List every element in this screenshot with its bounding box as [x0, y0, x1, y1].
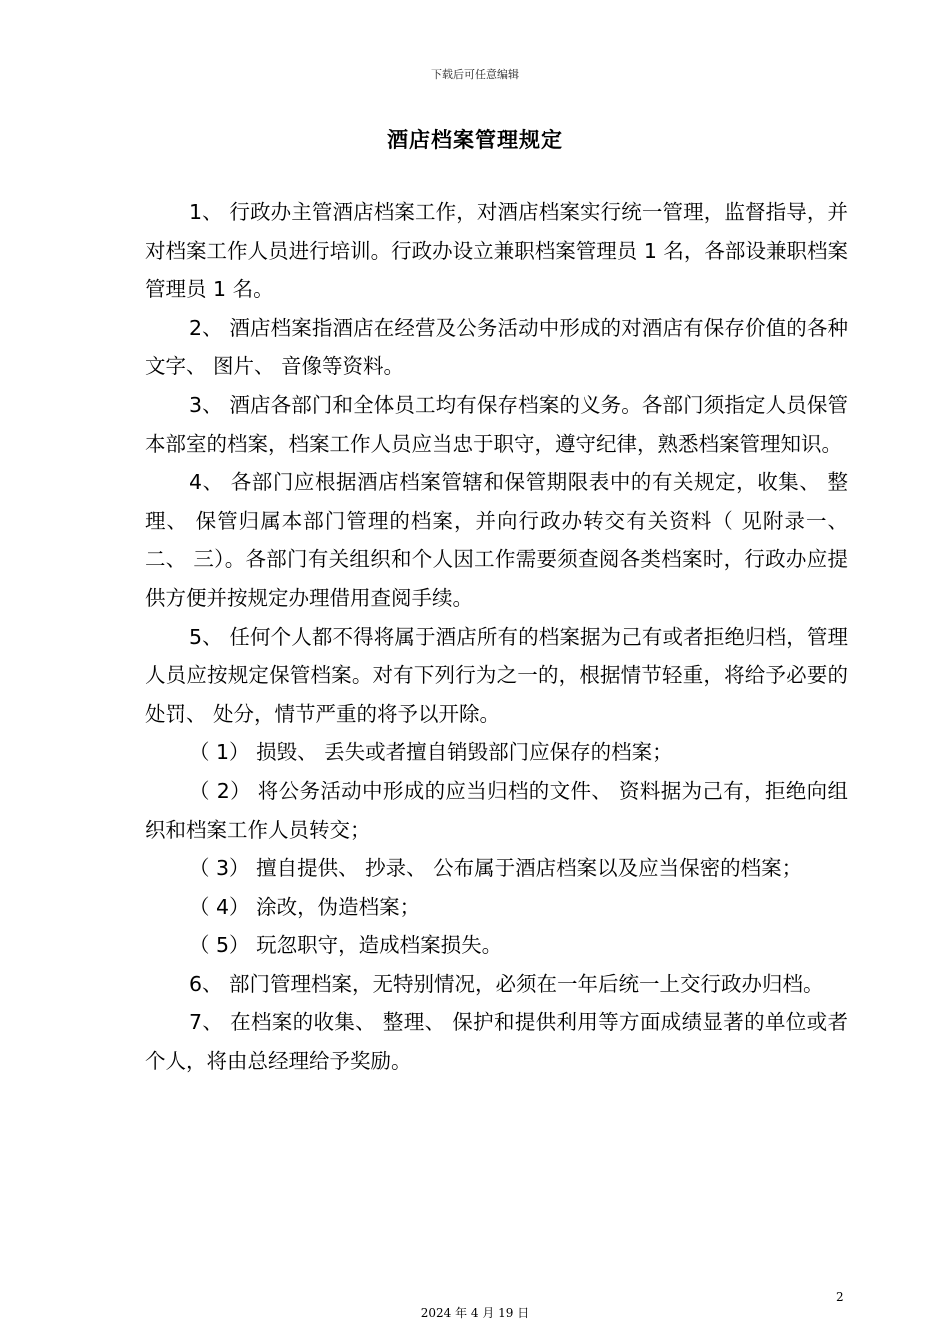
paragraph-7: 7、 在档案的收集、 整理、 保护和提供利用等方面成绩显著的单位或者个人，将由总经理给予奖励。 — [145, 1010, 848, 1074]
header-note: 下载后可任意编辑 — [431, 68, 519, 81]
paragraph-2: 2、 酒店档案指酒店在经营及公务活动中形成的对酒店有保存价值的各种文字、 图片、 音像等资料。 — [145, 315, 848, 379]
list-item-1: （ 1） 损毁、 丢失或者擅自销毁部门应保存的档案； — [189, 740, 673, 765]
paragraph-1: 1、 行政办主管酒店档案工作，对酒店档案实行统一管理，监督指导，并对档案工作人员进行培训。行政办设立兼职档案管理员 1 名，各部设兼职档案管理员 1 名。 — [145, 200, 848, 302]
paragraph-5: 5、 任何个人都不得将属于酒店所有的档案据为己有或者拒绝归档，管理人员应按规定保管档案。对有下列行为之一的，根据情节轻重，将给予必要的处罚、 处分，情节严重的将予以开除。 — [145, 624, 848, 726]
list-item-4: （ 4） 涂改，伪造档案； — [189, 894, 421, 919]
document-body — [145, 193, 848, 1081]
list-item-5: （ 5） 玩忽职守，造成档案损失。 — [189, 933, 503, 958]
page-number: 2 — [836, 1290, 844, 1304]
document-title: 酒店档案管理规定 — [387, 128, 563, 152]
list-item-3: （ 3） 擅自提供、 抄录、 公布属于酒店档案以及应当保密的档案； — [189, 856, 803, 881]
paragraph-4: 4、 各部门应根据酒店档案管辖和保管期限表中的有关规定，收集、 整理、 保管归属本部门管理的档案，并向行政办转交有关资料（ 见附录一、 二、 三）。各部门有关组织和个人因工作需要须查阅各类档案时，行政办应提供方便并按规定办理借用查阅手续。 — [145, 470, 848, 610]
paragraph-3: 3、 酒店各部门和全体员工均有保存档案的义务。各部门须指定人员保管本部室的档案，档案工作人员应当忠于职守，遵守纪律，熟悉档案管理知识。 — [145, 392, 848, 456]
paragraph-6: 6、 部门管理档案，无特别情况，必须在一年后统一上交行政办归档。 — [189, 971, 824, 996]
list-item-2: （ 2） 将公务活动中形成的应当归档的文件、 资料据为己有，拒绝向组织和档案工作人员转交； — [145, 778, 848, 842]
footer-date: 2024 年 4 月 19 日 — [420, 1306, 530, 1320]
